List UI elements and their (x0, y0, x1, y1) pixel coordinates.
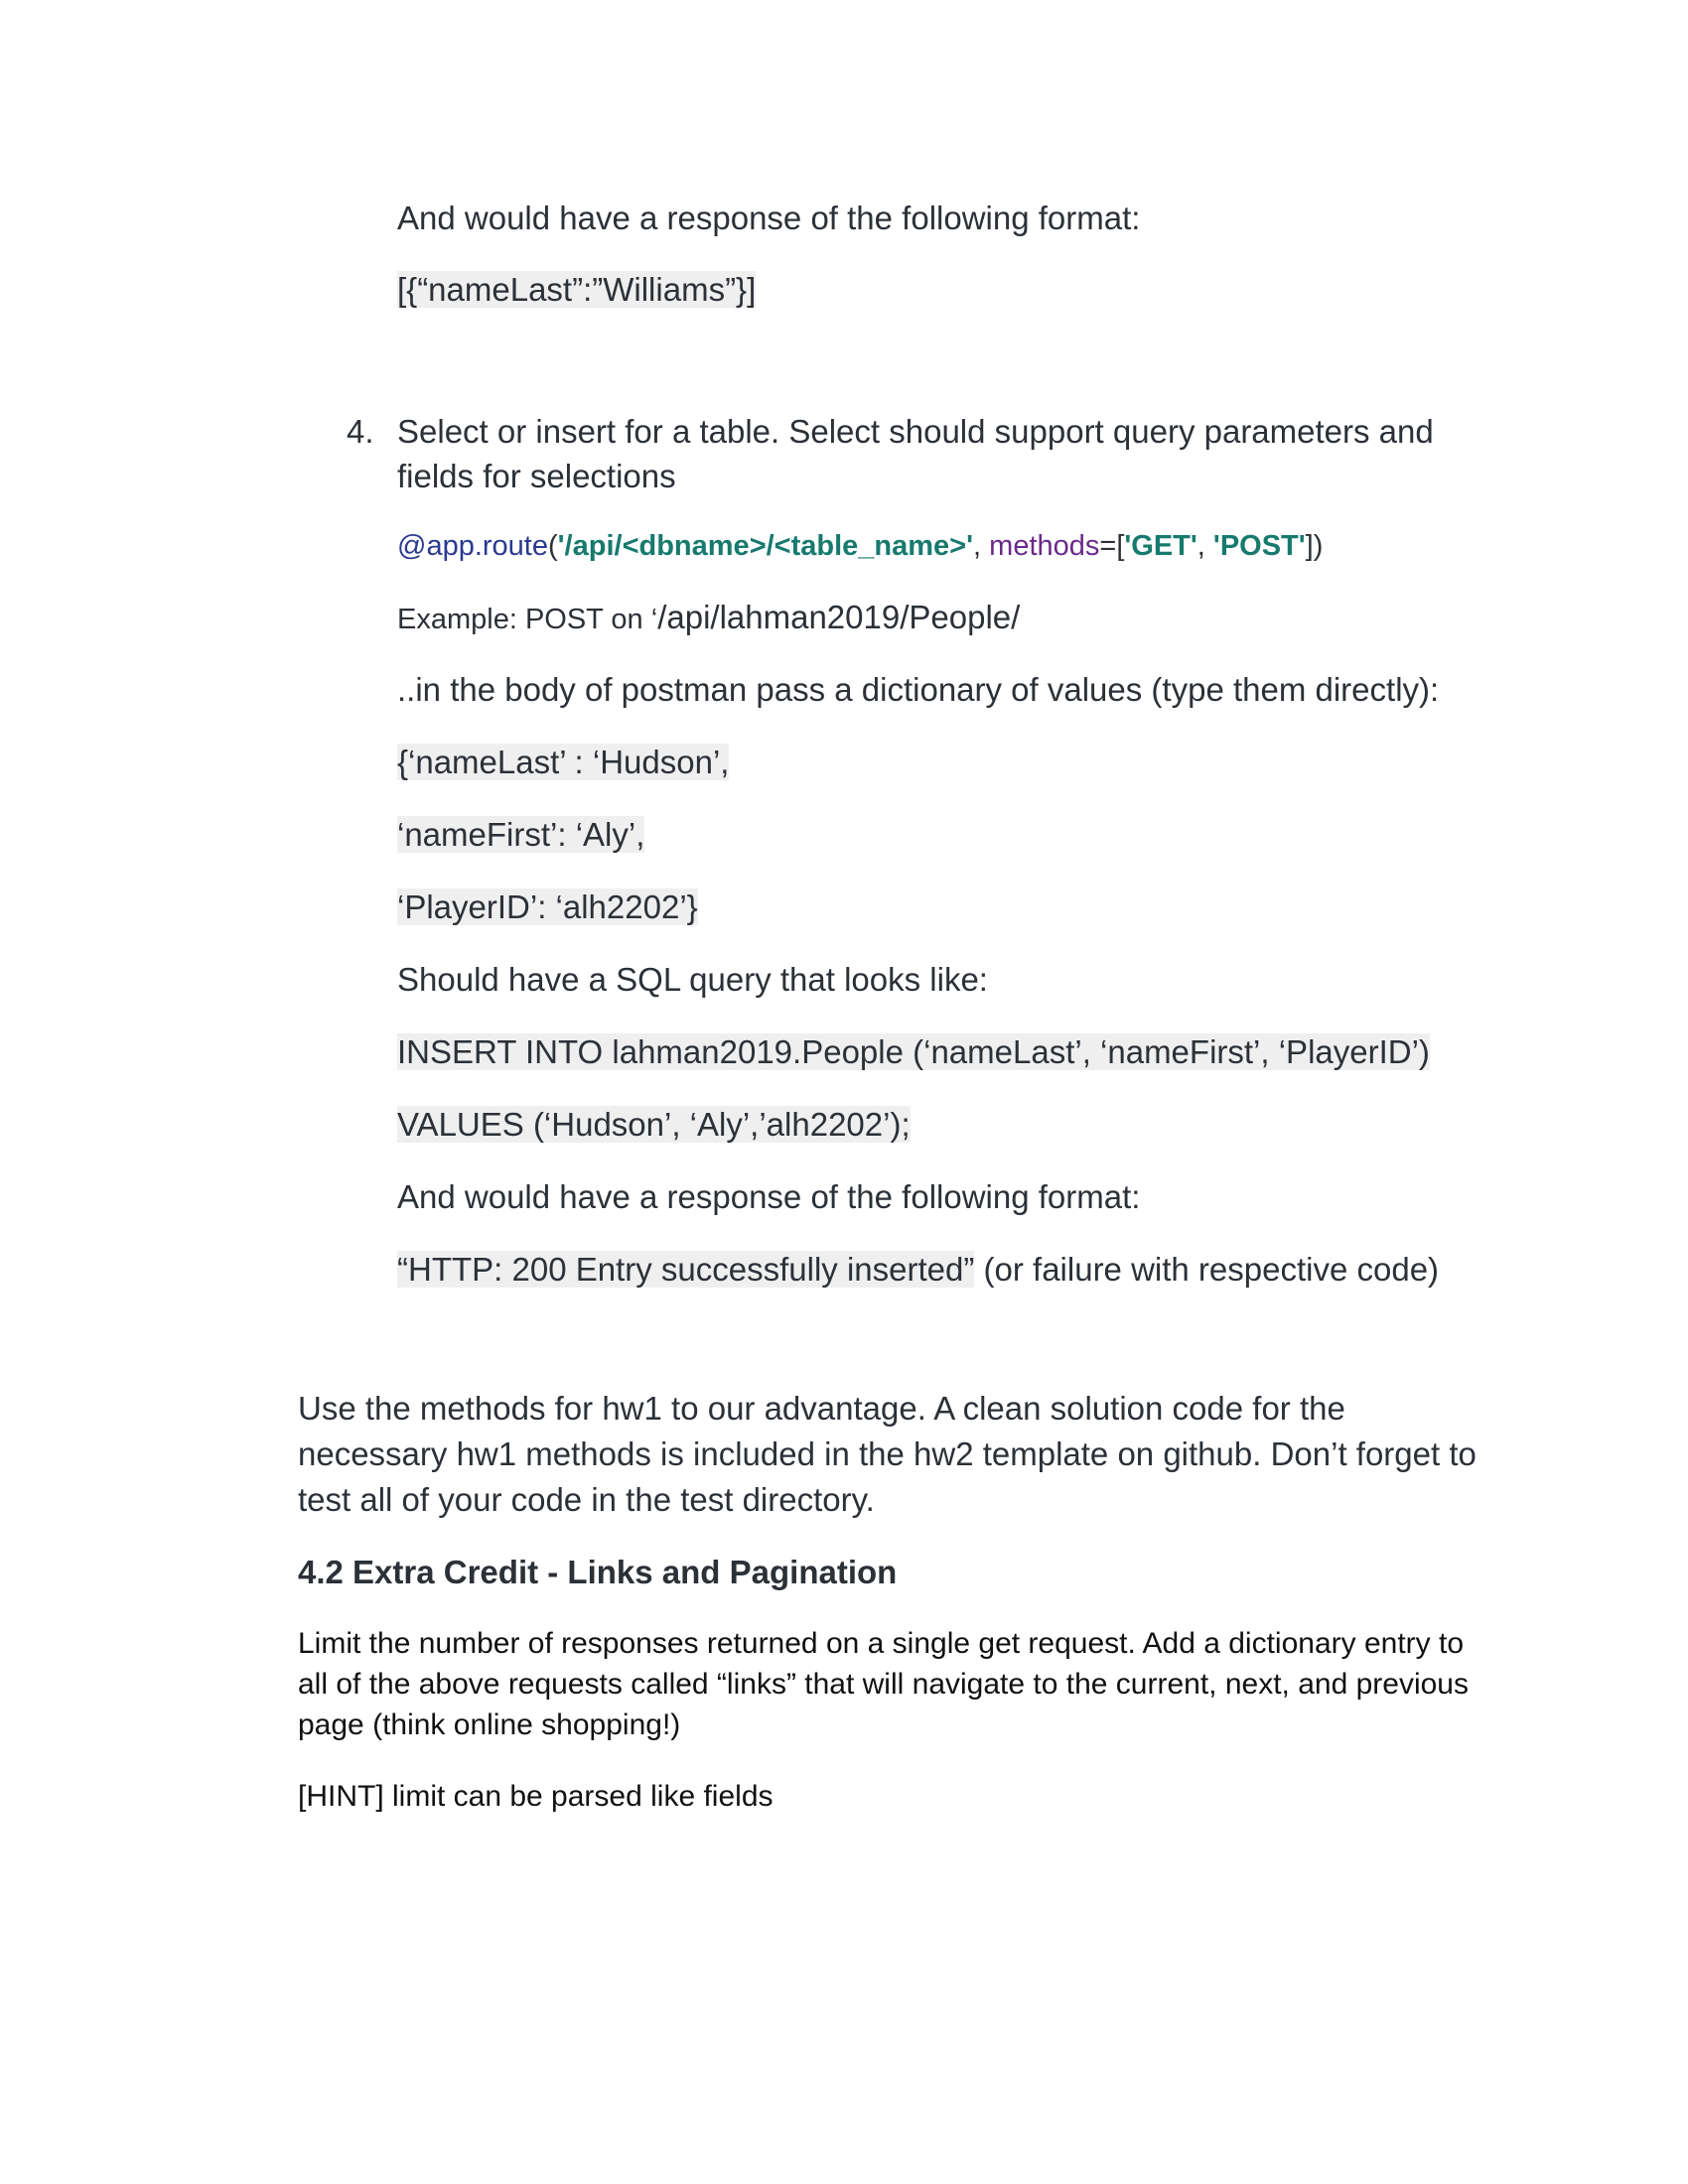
route-path: '/api/<dbname>/<table_name>' (557, 530, 974, 562)
route-code-line (397, 526, 1323, 566)
route-method-sep: , (1196, 530, 1213, 562)
extra-credit-line-1: Limit the number of responses returned on a single get request. Add a dictionary entry to (298, 1627, 1465, 1660)
paragraph-line-1: Use the methods for hw1 to our advantage. A clean solution code for the (298, 1390, 1345, 1427)
sql-line (397, 1030, 1430, 1074)
example-path: /api/lahman2019/People/ (657, 599, 1021, 635)
list-number: 4. (347, 413, 374, 450)
sql-line-1: INSERT INTO lahman2019.People (‘nameLast’, ‘nameFirst’, ‘PlayerID’) (397, 1033, 1430, 1070)
route-get-method: 'GET' (1124, 530, 1197, 562)
dict-line (397, 813, 644, 857)
route-methods-keyword: methods (989, 530, 1100, 562)
extra-credit-line-2: all of the above requests called “links” that will navigate to the current, next, and previous (298, 1668, 1469, 1701)
item4-description-line1: Select or insert for a table. Select should support query parameters and (397, 413, 1434, 450)
item4-response-rest: (or failure with respective code) (974, 1251, 1440, 1288)
dict-line-3: ‘PlayerID’: ‘alh2202’} (397, 888, 698, 925)
route-close: ]) (1305, 530, 1324, 562)
extra-credit-line-3: page (think online shopping!) (298, 1708, 681, 1741)
sql-line (397, 1103, 911, 1147)
example-label: Example: POST on ‘ (397, 604, 658, 635)
sql-intro-text: Should have a SQL query that looks like: (397, 961, 988, 998)
route-decorator: @app.route (397, 530, 548, 562)
response-example-code: [{“nameLast”:”Williams”}] (397, 271, 757, 308)
route-equals: =[ (1099, 530, 1125, 562)
item4-description-line2: fields for selections (397, 458, 676, 494)
route-comma: , (973, 530, 990, 562)
item4-response-highlight: “HTTP: 200 Entry successfully inserted” (397, 1251, 975, 1288)
route-post-method: 'POST' (1212, 530, 1306, 562)
item4-response-line (397, 1248, 1439, 1292)
example-line (397, 596, 1020, 641)
body-intro-text: ..in the body of postman pass a dictionary of values (type them directly): (397, 671, 1440, 708)
route-open-paren: ( (547, 530, 558, 562)
item4-response-intro: And would have a response of the following format: (397, 1178, 1141, 1215)
response-intro-text: And would have a response of the following format: (397, 200, 1141, 236)
dict-line-2: ‘nameFirst’: ‘Aly’, (397, 816, 645, 853)
paragraph-line-3: test all of your code in the test directory. (298, 1481, 875, 1518)
hint-text: [HINT] limit can be parsed like fields (298, 1780, 774, 1813)
dict-line (397, 886, 698, 929)
response-example (397, 268, 756, 312)
dict-line (397, 741, 729, 784)
sql-line-2: VALUES (‘Hudson’, ‘Aly’,’alh2202’); (397, 1106, 911, 1143)
dict-line-1: {‘nameLast’ : ‘Hudson’, (397, 744, 730, 780)
extra-credit-heading: 4.2 Extra Credit - Links and Pagination (298, 1554, 898, 1590)
paragraph-line-2: necessary hw1 methods is included in the hw2 template on github. Don’t forget to (298, 1435, 1477, 1472)
